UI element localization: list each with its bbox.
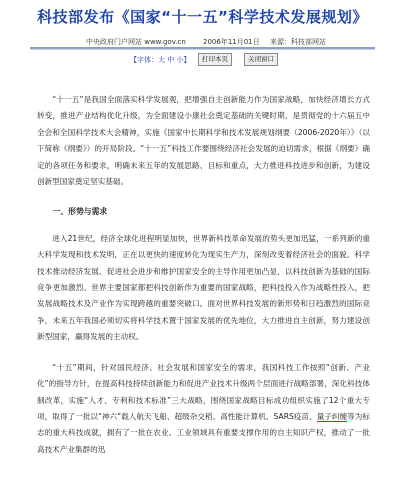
article-body	[37, 92, 370, 458]
publish-date: 2006年11月01日	[203, 38, 260, 46]
paragraph-achievements	[37, 360, 370, 458]
section-heading: 一、形势与需求	[52, 207, 108, 217]
paragraph-situation: 进入21世纪，经济全球化进程明显加快，世界新科技革命发展的势头更加迅猛，一系列新的重大科学发现和技术发明，正在以更快的速度转化为现实生产力，深刻改变着经济社会的面貌。科学技术推动经济发展、促进社会进步和维护国家安全的主导作用更加凸显，以科技创新为基础的国际竞争更加激烈。世界主要国家都把科技创新作为重要的国家战略，把科技投入作为战略性投入，把发展战略技术及产业作为实现跨越的重要突破口。面对世界科技发展的新形势和日趋激烈的国际竞争，未来五年我国必须切实将科学技术置于国家发展的优先地位，大力推进自主创新，努力建设创新型国家，赢得发展的主动权。	[37, 233, 370, 342]
header-divider-light	[30, 49, 375, 50]
font-size-small-link[interactable]: 小	[176, 56, 184, 64]
font-size-large-link[interactable]: 大	[158, 56, 165, 64]
paragraph-intro: “十一五”是我国全面落实科学发展观，把增强自主创新能力作为国家战略，加快经济增长方式转变，推进产业结构优化升级，为全面建设小康社会奠定基础的关键时期，是贯彻党的十六届五中全会和全国科学技术大会精神，实施《国家中长期科学和技术发展规划纲要（2006-2020年）》（以下简称《纲要》）的开局阶段。“十一五”科技工作要围绕经济社会发展的迫切需求，根据《纲要》确定的各项任务和要求，明确未来五年的发展思路、目标和重点，大力推进科技进步和创新，为建设创新型国家奠定坚实基础。	[37, 95, 370, 187]
toolbar	[0, 53, 405, 67]
font-size-close-bracket: 】	[183, 56, 191, 64]
font-size-selector	[130, 55, 190, 65]
print-button[interactable]: 打印本页	[198, 53, 232, 66]
source-site: 中央政府门户网站 www.gov.cn	[86, 38, 186, 46]
paragraph-achievements-part2: 等为标志的重大科技成就，拥有了一批在农业、工业领域具有重要支撑作用的自主知识产权，推动了一批高技术产业集群的迅	[37, 411, 371, 454]
source-origin: 来源：科技部网站	[270, 38, 326, 46]
font-size-label: 【字体：	[130, 56, 158, 64]
close-window-button[interactable]: 关闭窗口	[244, 53, 278, 66]
font-size-medium-link[interactable]: 中	[167, 56, 175, 64]
article-title: 科技部发布《国家“十一五”科学技术发展规划》	[37, 8, 368, 26]
paragraph-achievements-part1: “十五”期间，针对国民经济、社会发展和国家安全的需求，我国科技工作按照“创新、产业化”的指导方针，在提高科技持续创新能力和促进产业技术升级两个层面进行战略部署，深化科技体制改革，实施“人才、专利和技术标准”三大战略，围绕国家战略目标成功组织实施了12个重大专项，取得了一批以“神六”载人航天飞船、超级杂交稻、高性能计算机、SARS疫苗、	[37, 362, 370, 421]
highlighted-term: 量子纠缠	[316, 411, 348, 421]
